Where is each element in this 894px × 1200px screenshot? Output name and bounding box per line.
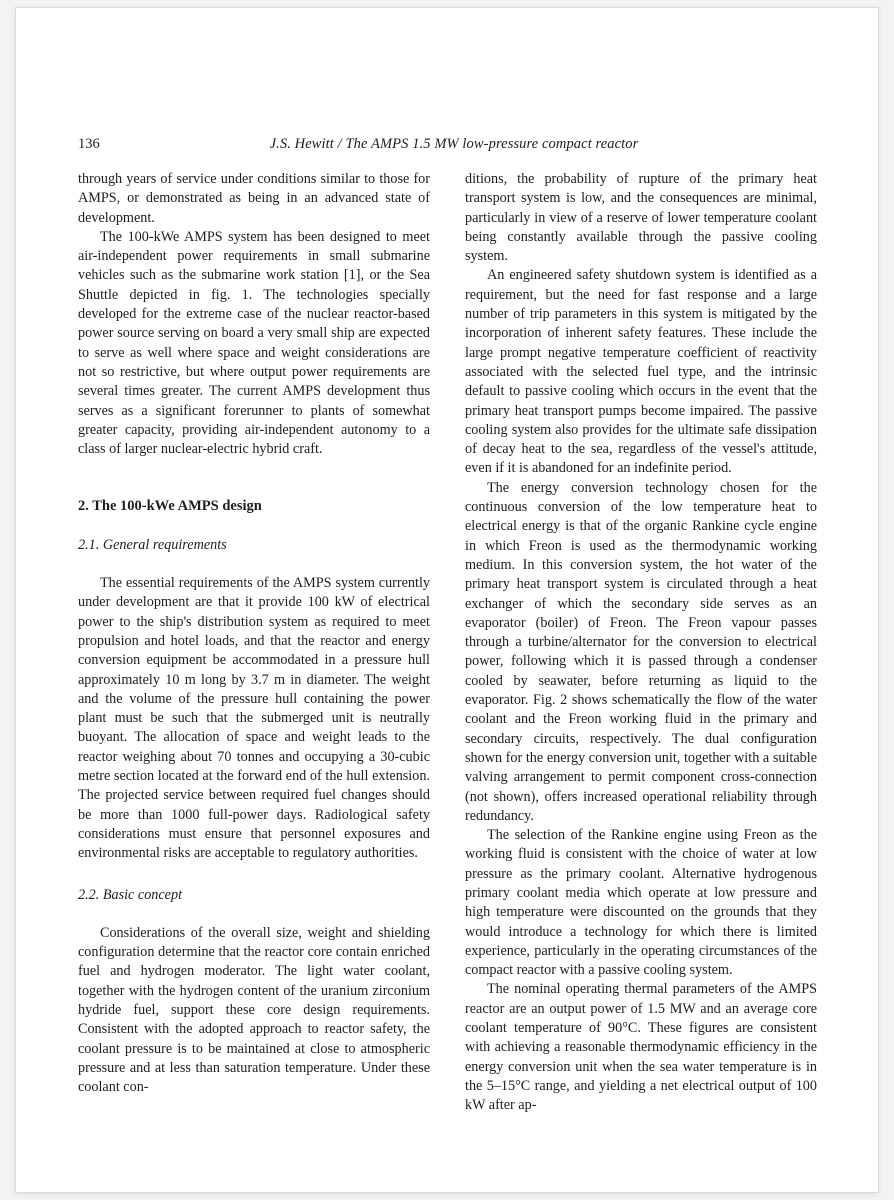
paragraph: The energy conversion technology chosen for the continuous conversion of the low temperature heat to electrical energy is that of the organic Rankine cycle engine in which Freon is used as the thermodynamic working medium. In this conversion system, the hot water of the primary heat transport system is circulated through a heat exchanger of which the secondary side serves as an evaporator (boiler) of Freon. The Freon vapour passes through a turbine/alternator for the conversion to electrical power, following which it is passed through a condenser cooled by seawater, before returning as liquid to the evaporator. Fig. 2 shows schematically the flow of the water coolant and the Freon working fluid in the primary and secondary circuits, respectively. The dual configuration shown for the energy conversion unit, together with a suitable valving arrangement to permit component cross-connection (not shown), offers increased operational reliability through redundancy. bbox=[465, 479, 817, 824]
page-header bbox=[78, 136, 830, 156]
subsection-heading: 2.1. General requirements bbox=[78, 536, 227, 553]
paragraph: An engineered safety shutdown system is identified as a requirement, but the need for fast response and a large number of trip parameters in this system is mitigated by the incorporation of inherent safety features. These include the large prompt negative temperature coefficient of reactivity associated with the selected fuel type, and the intrinsic default to passive cooling which occurs in the event that the primary heat transport pumps become impaired. The passive cooling system also provides for the ultimate safe dissipation of decay heat to the sea, regardless of the vessel's attitude, even if it is abandoned for an indefinite period. bbox=[465, 267, 817, 477]
paragraph: The nominal operating thermal parameters of the AMPS reactor are an output power of 1.5 MW and an average core coolant temperature of 90°C. These figures are consistent with achieving a reasonable thermodynamic efficiency in the energy conversion unit when the sea water temperature is in the 5–15°C range, and yielding a net electrical output of 100 kW after ap- bbox=[465, 981, 817, 1114]
document-page bbox=[16, 8, 878, 1192]
running-head: J.S. Hewitt / The AMPS 1.5 MW low-pressure compact reactor bbox=[269, 136, 639, 152]
paragraph: The 100-kWe AMPS system has been designed to meet air-independent power requirements in small submarine vehicles such as the submarine work station [1], or the Sea Shuttle depicted in fig. 1. The technologies specially developed for the extreme case of the nuclear reactor-based power source serving on board a very small ship are expected to serve as well where space and weight considerations are not so restrictive, but where output power requirements are several times greater. The current AMPS development thus serves as a significant forerunner to plants of somewhat greater capacity, providing air-independent autonomy to a class of larger nuclear-electric hybrid craft. bbox=[78, 228, 430, 458]
paragraph: Considerations of the overall size, weight and shielding configuration determine that the reactor core contain enriched fuel and hydrogen moderator. The light water coolant, together with the hydrogen content of the uranium zirconium hydride fuel, support these core design requirements. Consistent with the adopted approach to reactor safety, the coolant pressure is to be maintained at close to atmospheric pressure and at less than saturation temperature. Under these coolant con- bbox=[78, 924, 430, 1096]
paragraph: through years of service under conditions similar to those for AMPS, or demonstrated as being in an advanced state of development. bbox=[78, 171, 430, 226]
right-column bbox=[465, 170, 817, 1116]
page-number: 136 bbox=[78, 136, 100, 152]
paragraph: The essential requirements of the AMPS system currently under development are that it provide 100 kW of electrical power to the ship's distribution system as required to meet propulsion and hotel loads, and that the reactor and energy conversion equipment be accommodated in a pressure hull approximately 10 m long by 3.7 m in diameter. The weight and the volume of the pressure hull containing the power plant must be such that the submerged unit is neutrally buoyant. The allocation of space and weight leads to the reactor weighing about 70 tonnes and occupying a 30-cubic metre section located at the forward end of the hull extension. The projected service between required fuel changes should be more than 1000 full-power days. Radiological safety considerations must ensure that personnel exposures and environmental risks are acceptable to regulatory authorities. bbox=[78, 575, 430, 862]
paragraph: The selection of the Rankine engine using Freon as the working fluid is consistent with the choice of water at low pressure as the primary coolant. Alternative hydrogenous primary coolant media which operate at low pressure and high temperature were discounted on the grounds that they would introduce a technology for which there is limited experience, particularly in the operating circumstances of the compact reactor with a passive cooling system. bbox=[465, 827, 817, 979]
paragraph: ditions, the probability of rupture of the primary heat transport system is low, and the consequences are minimal, particularly in view of a reserve of lower temperature coolant being constantly available through the passive cooling system. bbox=[465, 171, 817, 265]
left-column bbox=[78, 170, 430, 1097]
subsection-heading: 2.2. Basic concept bbox=[78, 886, 183, 903]
section-heading: 2. The 100-kWe AMPS design bbox=[78, 498, 262, 515]
